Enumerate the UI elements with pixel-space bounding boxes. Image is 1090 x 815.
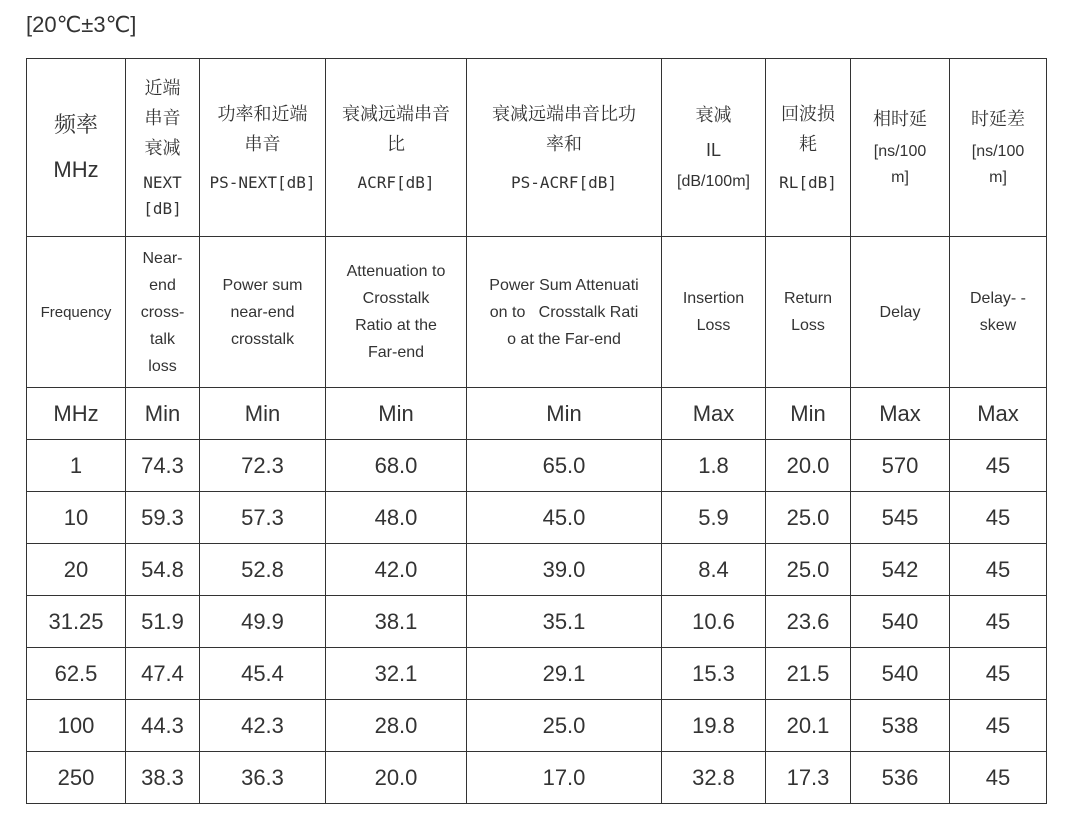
table-row bbox=[27, 492, 1047, 544]
insertion-loss-cell: 1.8 bbox=[662, 440, 766, 492]
return-loss-cell: 20.0 bbox=[766, 440, 851, 492]
delay-cell: 570 bbox=[851, 440, 950, 492]
ps-acrf-cell: 17.0 bbox=[467, 752, 662, 804]
test-condition: [20℃±3℃] bbox=[26, 12, 137, 37]
return-loss-cell: 21.5 bbox=[766, 648, 851, 700]
delay-cell: 542 bbox=[851, 544, 950, 596]
table-row bbox=[27, 440, 1047, 492]
ps-acrf-cell: 45.0 bbox=[467, 492, 662, 544]
header-zh-return-loss: 回波损 耗 RL[dB] bbox=[766, 59, 851, 237]
next-cell: 38.3 bbox=[126, 752, 200, 804]
next-cell: 59.3 bbox=[126, 492, 200, 544]
ps-next-cell: 42.3 bbox=[200, 700, 326, 752]
limit-cell: Max bbox=[662, 388, 766, 440]
header-zh-next: 近端 串音 衰减 NEXT [dB] bbox=[126, 59, 200, 237]
return-loss-cell: 20.1 bbox=[766, 700, 851, 752]
insertion-loss-cell: 5.9 bbox=[662, 492, 766, 544]
frequency-cell: 250 bbox=[27, 752, 126, 804]
ps-next-cell: 49.9 bbox=[200, 596, 326, 648]
limit-cell: Max bbox=[851, 388, 950, 440]
header-zh-insertion-loss: 衰减 IL [dB/100m] bbox=[662, 59, 766, 237]
insertion-loss-cell: 8.4 bbox=[662, 544, 766, 596]
ps-acrf-cell: 39.0 bbox=[467, 544, 662, 596]
acrf-cell: 32.1 bbox=[326, 648, 467, 700]
limit-cell: Min bbox=[326, 388, 467, 440]
return-loss-cell: 23.6 bbox=[766, 596, 851, 648]
next-cell: 47.4 bbox=[126, 648, 200, 700]
delay-cell: 536 bbox=[851, 752, 950, 804]
next-cell: 44.3 bbox=[126, 700, 200, 752]
next-cell: 74.3 bbox=[126, 440, 200, 492]
header-en-delay: Delay bbox=[851, 237, 950, 388]
ps-next-cell: 57.3 bbox=[200, 492, 326, 544]
return-loss-cell: 25.0 bbox=[766, 544, 851, 596]
header-en-ps-acrf: Power Sum Attenuati on to Crosstalk Rati o at the Far-end bbox=[467, 237, 662, 388]
limit-cell: Min bbox=[126, 388, 200, 440]
delay-skew-cell: 45 bbox=[950, 752, 1047, 804]
ps-acrf-cell: 29.1 bbox=[467, 648, 662, 700]
header-en-next: Near- end cross- talk loss bbox=[126, 237, 200, 388]
table-row bbox=[27, 648, 1047, 700]
header-en-frequency: Frequency bbox=[27, 237, 126, 388]
ps-acrf-cell: 25.0 bbox=[467, 700, 662, 752]
insertion-loss-cell: 32.8 bbox=[662, 752, 766, 804]
frequency-cell: 31.25 bbox=[27, 596, 126, 648]
frequency-cell: 62.5 bbox=[27, 648, 126, 700]
next-cell: 51.9 bbox=[126, 596, 200, 648]
acrf-cell: 38.1 bbox=[326, 596, 467, 648]
return-loss-cell: 17.3 bbox=[766, 752, 851, 804]
ps-next-cell: 36.3 bbox=[200, 752, 326, 804]
insertion-loss-cell: 19.8 bbox=[662, 700, 766, 752]
next-cell: 54.8 bbox=[126, 544, 200, 596]
delay-skew-cell: 45 bbox=[950, 440, 1047, 492]
frequency-cell: 20 bbox=[27, 544, 126, 596]
limit-cell: Min bbox=[200, 388, 326, 440]
acrf-cell: 68.0 bbox=[326, 440, 467, 492]
header-row-english bbox=[27, 237, 1047, 388]
insertion-loss-cell: 15.3 bbox=[662, 648, 766, 700]
header-zh-ps-next: 功率和近端 串音 PS-NEXT[dB] bbox=[200, 59, 326, 237]
header-row-chinese bbox=[27, 59, 1047, 237]
ps-acrf-cell: 65.0 bbox=[467, 440, 662, 492]
acrf-cell: 48.0 bbox=[326, 492, 467, 544]
delay-cell: 545 bbox=[851, 492, 950, 544]
ps-next-cell: 52.8 bbox=[200, 544, 326, 596]
ps-next-cell: 45.4 bbox=[200, 648, 326, 700]
header-en-return-loss: Return Loss bbox=[766, 237, 851, 388]
return-loss-cell: 25.0 bbox=[766, 492, 851, 544]
ps-next-cell: 72.3 bbox=[200, 440, 326, 492]
table-row bbox=[27, 596, 1047, 648]
header-en-ps-next: Power sum near-end crosstalk bbox=[200, 237, 326, 388]
delay-cell: 538 bbox=[851, 700, 950, 752]
insertion-loss-cell: 10.6 bbox=[662, 596, 766, 648]
header-zh-acrf: 衰减远端串音 比 ACRF[dB] bbox=[326, 59, 467, 237]
limit-cell: MHz bbox=[27, 388, 126, 440]
table-row bbox=[27, 700, 1047, 752]
table-row bbox=[27, 752, 1047, 804]
table-row bbox=[27, 544, 1047, 596]
limit-cell: Min bbox=[766, 388, 851, 440]
header-zh-ps-acrf: 衰减远端串音比功 率和 PS-ACRF[dB] bbox=[467, 59, 662, 237]
limit-row bbox=[27, 388, 1047, 440]
delay-skew-cell: 45 bbox=[950, 544, 1047, 596]
acrf-cell: 28.0 bbox=[326, 700, 467, 752]
delay-skew-cell: 45 bbox=[950, 648, 1047, 700]
frequency-cell: 10 bbox=[27, 492, 126, 544]
frequency-cell: 1 bbox=[27, 440, 126, 492]
acrf-cell: 20.0 bbox=[326, 752, 467, 804]
delay-cell: 540 bbox=[851, 596, 950, 648]
delay-skew-cell: 45 bbox=[950, 700, 1047, 752]
delay-skew-cell: 45 bbox=[950, 492, 1047, 544]
header-en-insertion-loss: Insertion Loss bbox=[662, 237, 766, 388]
header-en-acrf: Attenuation to Crosstalk Ratio at the Far-end bbox=[326, 237, 467, 388]
ps-acrf-cell: 35.1 bbox=[467, 596, 662, 648]
header-en-delay-skew: Delay- - skew bbox=[950, 237, 1047, 388]
cable-spec-table bbox=[26, 58, 1047, 804]
delay-skew-cell: 45 bbox=[950, 596, 1047, 648]
limit-cell: Min bbox=[467, 388, 662, 440]
limit-cell: Max bbox=[950, 388, 1047, 440]
delay-cell: 540 bbox=[851, 648, 950, 700]
header-zh-delay-skew: 时延差 [ns/100 m] bbox=[950, 59, 1047, 237]
frequency-cell: 100 bbox=[27, 700, 126, 752]
acrf-cell: 42.0 bbox=[326, 544, 467, 596]
header-zh-frequency: 频率 MHz bbox=[27, 59, 126, 237]
header-zh-delay: 相时延 [ns/100 m] bbox=[851, 59, 950, 237]
